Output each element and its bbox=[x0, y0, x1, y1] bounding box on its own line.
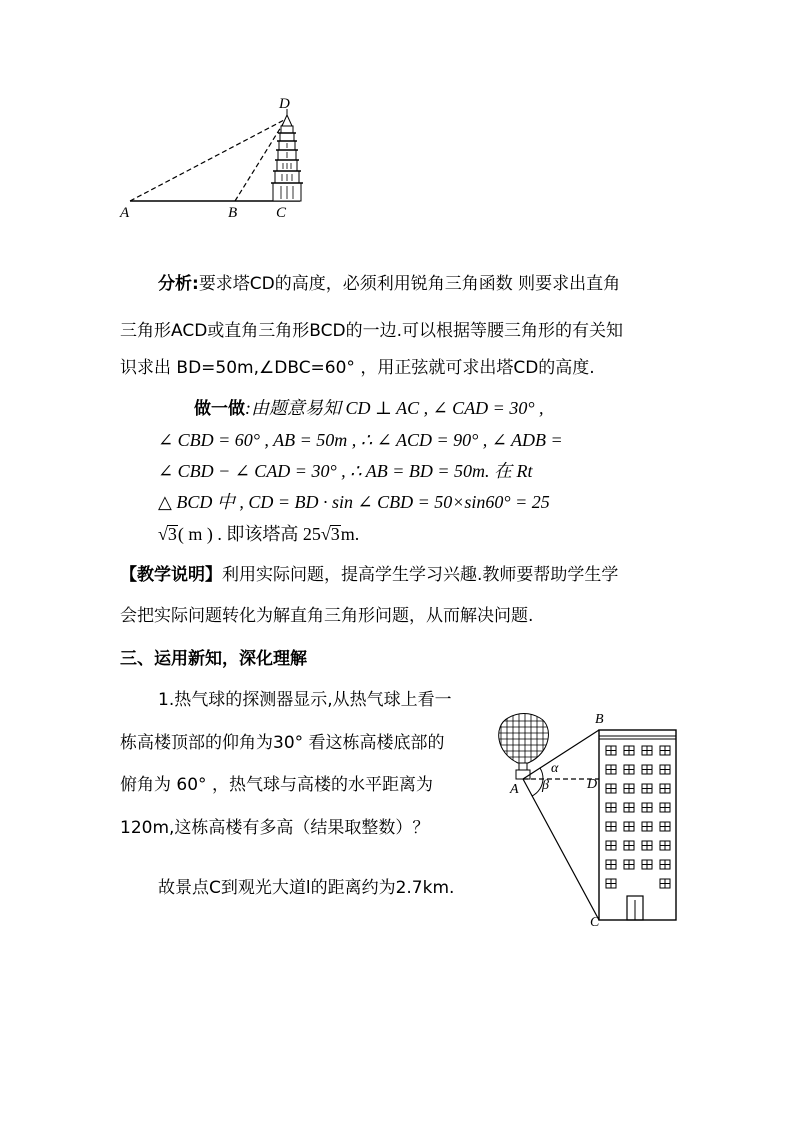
label-B: B bbox=[228, 205, 238, 221]
analysis-text-1: 要求塔CD的高度，必须利用锐角三角函数 则要求出直角 bbox=[198, 274, 621, 294]
problem-line-2: 栋高楼顶部的仰角为30° 看这栋高楼底部的 bbox=[120, 733, 445, 753]
solution-line-1 bbox=[194, 398, 544, 419]
balloon-building-figure bbox=[488, 708, 688, 934]
teaching-note-text-1: 利用实际问题，提高学生学习兴趣.教师要帮助学生学 bbox=[222, 565, 619, 585]
fig2-label-A: A bbox=[510, 782, 519, 797]
solution-line-4: △ BCD 中 , CD = BD · sin ∠ CBD = 50×sin60° = 25 bbox=[158, 492, 550, 512]
hot-air-balloon-icon bbox=[488, 708, 558, 779]
analysis-label: 分析: bbox=[158, 274, 199, 294]
teaching-note-label: 【教学说明】 bbox=[120, 565, 222, 585]
solution-line-3: ∠ CBD − ∠ CAD = 30° , ∴ AB = BD = 50m. 在 Rt bbox=[158, 461, 533, 481]
dashed-line-AD bbox=[130, 119, 286, 201]
teaching-note-line-2: 会把实际问题转化为解直角三角形问题，从而解决问题. bbox=[120, 606, 534, 626]
analysis-line-2: 三角形ACD或直角三角形BCD的一边.可以根据等腰三角形的有关知 bbox=[120, 321, 624, 341]
conclusion-line: 故景点C到观光大道l的距离约为2.7km. bbox=[158, 878, 455, 898]
solution-label: 做一做 bbox=[194, 399, 245, 419]
analysis-line-1 bbox=[158, 274, 620, 294]
problem-line-3: 俯角为 60° ，热气球与高楼的水平距离为 bbox=[120, 775, 433, 795]
solution-text-1: :由题意易知 CD ⊥ AC , ∠ CAD = 30° , bbox=[245, 398, 544, 418]
solution-text-5b: m. bbox=[340, 524, 360, 544]
label-A: A bbox=[120, 205, 130, 221]
label-C: C bbox=[276, 205, 287, 221]
solution-text-5a: ( m ) . 即该塔高 25 bbox=[177, 524, 321, 544]
section-heading: 三、运用新知，深化理解 bbox=[120, 649, 307, 669]
fig2-label-B: B bbox=[595, 712, 604, 727]
sqrt-sign: √ bbox=[158, 524, 168, 544]
sqrt-radicand: 3 bbox=[167, 524, 177, 544]
problem-line-4: 120m,这栋高楼有多高（结果取整数）？ bbox=[120, 818, 430, 838]
pagoda-icon bbox=[271, 109, 303, 201]
tower-figure bbox=[110, 95, 320, 225]
sight-line-AC bbox=[523, 779, 599, 920]
teaching-note-line-1 bbox=[120, 565, 618, 585]
fig2-label-C: C bbox=[590, 915, 600, 930]
sqrt-sign-2: √ bbox=[320, 524, 331, 544]
fig2-label-D: D bbox=[587, 777, 598, 792]
fig2-label-beta: β bbox=[542, 778, 549, 793]
analysis-line-3: 识求出 BD=50m,∠DBC=60° ，用正弦就可求出塔CD的高度. bbox=[120, 358, 595, 378]
sqrt-radicand-2: 3 bbox=[330, 524, 340, 544]
solution-line-5 bbox=[158, 524, 359, 544]
fig2-label-alpha: α bbox=[551, 761, 559, 776]
building-icon bbox=[599, 730, 676, 920]
problem-line-1: 1.热气球的探测器显示,从热气球上看一 bbox=[158, 690, 452, 710]
solution-line-2: ∠ CBD = 60° , AB = 50m , ∴ ∠ ACD = 90° , ∠ ADB = bbox=[158, 430, 563, 450]
label-D: D bbox=[279, 96, 290, 112]
